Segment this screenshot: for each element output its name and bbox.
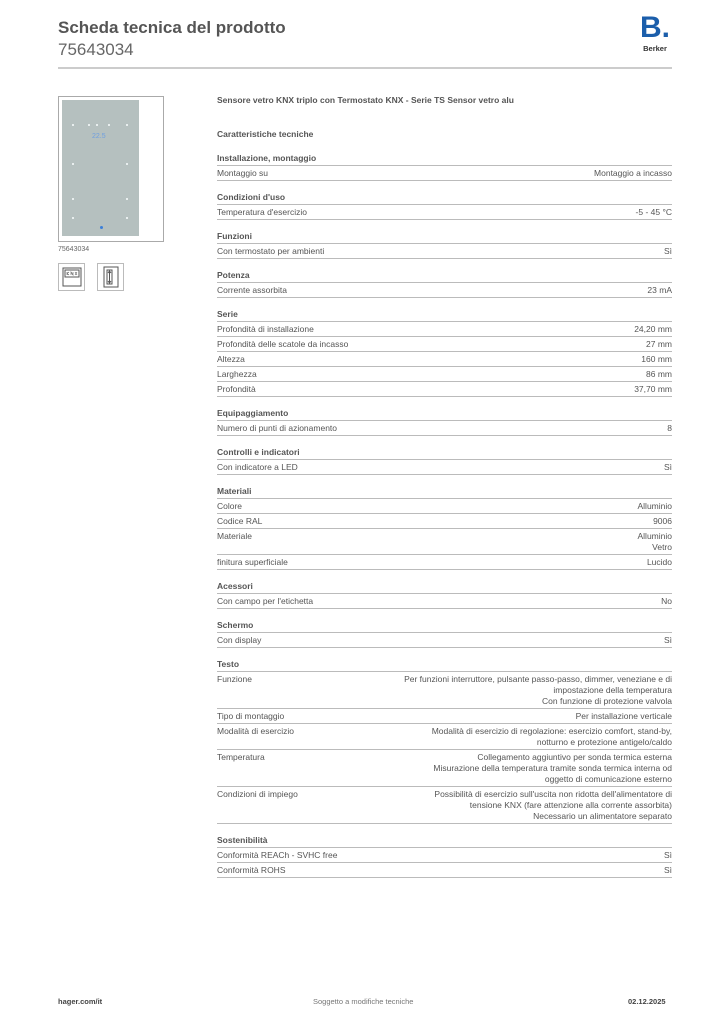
spec-value: Collegamento aggiuntivo per sonda termica esterna Misurazione della temperatura tramite sonda termica interna od oggetto di comunicazione esterno	[433, 751, 672, 784]
spec-value: 27 mm	[646, 338, 672, 349]
spec-section	[217, 485, 672, 570]
section-title: Acessori	[217, 580, 672, 594]
spec-label: Modalità di esercizio	[217, 725, 295, 736]
spec-label: Funzione	[217, 673, 252, 684]
spec-row	[217, 529, 672, 555]
spec-section	[217, 269, 672, 298]
page-title: Scheda tecnica del prodotto	[58, 18, 286, 37]
spec-value: 160 mm	[641, 353, 672, 364]
spec-label: Altezza	[217, 353, 245, 364]
logo-mark: B.	[640, 11, 670, 44]
spec-section	[217, 619, 672, 648]
spec-section	[217, 580, 672, 609]
footer-website: hager.com/it	[58, 997, 103, 1006]
spec-row	[217, 283, 672, 298]
spec-row	[217, 460, 672, 475]
spec-label: Colore	[217, 500, 243, 511]
spec-value: 9006	[653, 515, 672, 526]
spec-row	[217, 787, 672, 824]
spec-label: Montaggio su	[217, 167, 269, 178]
spec-section	[217, 191, 672, 220]
spec-section	[217, 308, 672, 397]
spec-row	[217, 166, 672, 181]
spec-row	[217, 514, 672, 529]
spec-label: Numero di punti di azionamento	[217, 422, 338, 433]
spec-value: 24,20 mm	[634, 323, 672, 334]
section-title: Condizioni d'uso	[217, 191, 672, 205]
header-divider	[58, 67, 672, 69]
section-title: Schermo	[217, 619, 672, 633]
section-title: Materiali	[217, 485, 672, 499]
spec-row	[217, 863, 672, 878]
spec-label: Profondità delle scatole da incasso	[217, 338, 349, 349]
section-title: Serie	[217, 308, 672, 322]
spec-value: -5 - 45 °C	[635, 206, 672, 217]
knx-icon	[58, 263, 85, 291]
product-code: 75643034	[58, 40, 134, 59]
spec-section	[217, 407, 672, 436]
spec-value: Sì	[663, 634, 672, 645]
spec-label: Materiale	[217, 530, 252, 541]
spec-row	[217, 594, 672, 609]
spec-value: Sì	[663, 864, 672, 875]
device-display: 22.5	[92, 133, 106, 140]
spec-section	[217, 152, 672, 181]
spec-row	[217, 244, 672, 259]
spec-value: Per funzioni interruttore, pulsante passo-passo, dimmer, veneziane e di impostazione della temperatura Con funzione di protezione valvola	[404, 673, 672, 706]
spec-value: 86 mm	[646, 368, 672, 379]
spec-value: Sì	[663, 245, 672, 256]
spec-row	[217, 848, 672, 863]
spec-row	[217, 499, 672, 514]
spec-label: Temperatura d'esercizio	[217, 206, 307, 217]
spec-value: Lucido	[646, 556, 672, 567]
spec-row	[217, 555, 672, 570]
spec-row	[217, 724, 672, 750]
vertical-mount-icon	[97, 263, 124, 291]
product-image	[58, 96, 164, 242]
spec-value: Modalità di esercizio di regolazione: esercizio comfort, stand-by, notturno e protezione antigelo/caldo	[431, 725, 672, 747]
spec-label: Profondità	[217, 383, 256, 394]
spec-section	[217, 834, 672, 878]
logo-text: Berker	[643, 44, 667, 53]
section-title: Controlli e indicatori	[217, 446, 672, 460]
spec-row	[217, 322, 672, 337]
image-code: 75643034	[58, 246, 90, 253]
spec-label: Corrente assorbita	[217, 284, 287, 295]
spec-row	[217, 382, 672, 397]
footer-note: Soggetto a modifiche tecniche	[313, 997, 414, 1006]
spec-row	[217, 633, 672, 648]
spec-value: Sì	[663, 849, 672, 860]
footer-date: 02.12.2025	[628, 997, 666, 1006]
spec-label: Con termostato per ambienti	[217, 245, 325, 256]
characteristics-title: Caratteristiche tecniche	[217, 129, 314, 139]
spec-label: finitura superficiale	[217, 556, 288, 567]
spec-label: Tipo di montaggio	[217, 710, 285, 721]
section-title: Sostenibilità	[217, 834, 672, 848]
spec-label: Condizioni di impiego	[217, 788, 298, 799]
spec-label: Con indicatore a LED	[217, 461, 298, 472]
spec-label: Profondità di installazione	[217, 323, 314, 334]
spec-value: Montaggio a incasso	[594, 167, 672, 178]
spec-value: Alluminio	[637, 500, 672, 511]
spec-row	[217, 205, 672, 220]
spec-row	[217, 750, 672, 787]
spec-value: Alluminio Vetro	[637, 530, 672, 552]
section-title: Funzioni	[217, 230, 672, 244]
product-name: Sensore vetro KNX triplo con Termostato KNX - Serie TS Sensor vetro alu	[217, 95, 514, 105]
spec-label: Conformità REACh - SVHC free	[217, 849, 338, 860]
spec-label: Temperatura	[217, 751, 265, 762]
berker-logo	[634, 12, 676, 54]
spec-label: Con display	[217, 634, 262, 645]
section-title: Equipaggiamento	[217, 407, 672, 421]
spec-value: No	[661, 595, 672, 606]
spec-value: Possibilità di esercizio sull'uscita non ridotta dell'alimentatore di tensione KNX (fare attenzione alla corrente assorbita) Necessario un alimentatore separato	[434, 788, 672, 821]
spec-row	[217, 421, 672, 436]
glass-sensor-illustration	[62, 100, 139, 236]
spec-value: 23 mA	[647, 284, 672, 295]
spec-row	[217, 672, 672, 709]
spec-value: Per installazione verticale	[575, 710, 672, 721]
spec-section	[217, 446, 672, 475]
section-title: Testo	[217, 658, 672, 672]
spec-row	[217, 337, 672, 352]
spec-label: Codice RAL	[217, 515, 263, 526]
spec-value: 37,70 mm	[634, 383, 672, 394]
led-indicator	[100, 226, 103, 229]
spec-value: Sì	[663, 461, 672, 472]
spec-value: 8	[667, 422, 672, 433]
section-title: Installazione, montaggio	[217, 152, 672, 166]
spec-row	[217, 352, 672, 367]
spec-label: Larghezza	[217, 368, 257, 379]
spec-row	[217, 709, 672, 724]
section-title: Potenza	[217, 269, 672, 283]
spec-label: Conformità ROHS	[217, 864, 286, 875]
spec-section	[217, 658, 672, 824]
spec-section	[217, 230, 672, 259]
specifications	[217, 95, 672, 888]
spec-label: Con campo per l'etichetta	[217, 595, 314, 606]
spec-row	[217, 367, 672, 382]
